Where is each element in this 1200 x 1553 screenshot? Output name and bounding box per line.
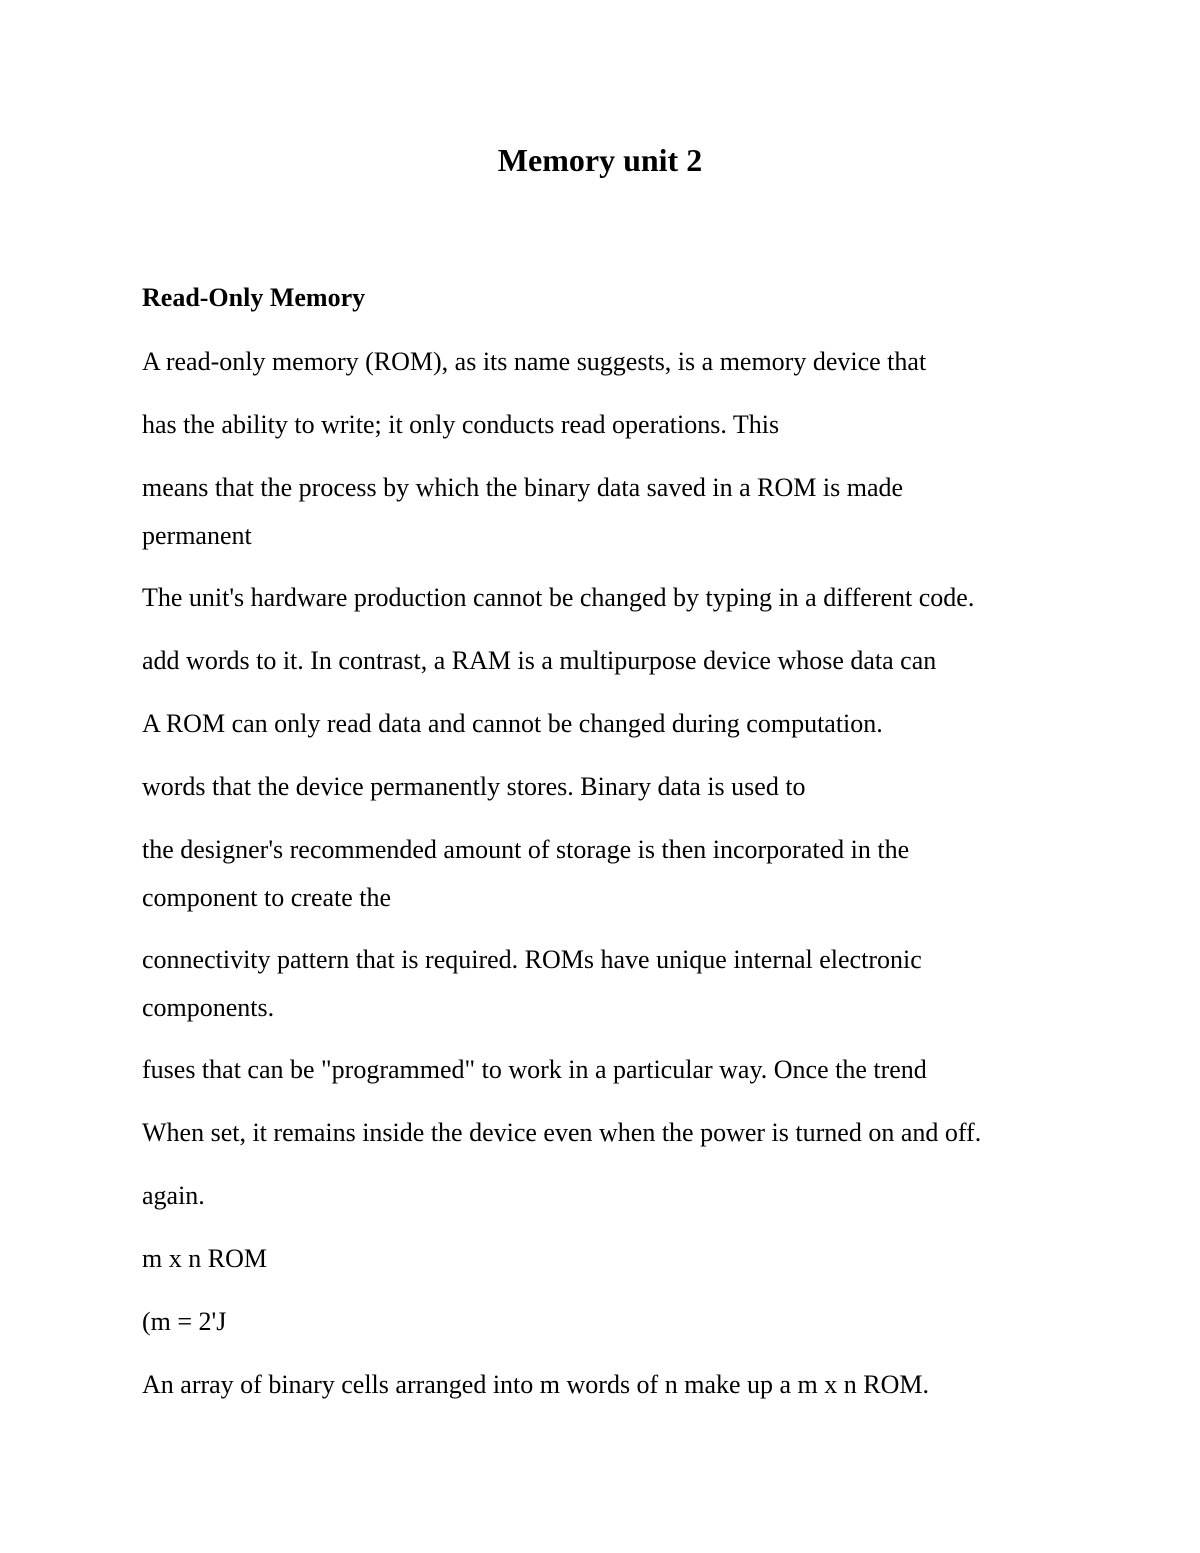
- paragraph-1: A read-only memory (ROM), as its name suggests, is a memory device that: [142, 347, 927, 376]
- paragraph-11: When set, it remains inside the device even when the power is turned on and off.: [142, 1118, 982, 1147]
- paragraph-15: An array of binary cells arranged into m words of n make up a m x n ROM.: [142, 1370, 930, 1399]
- paragraph-8: the designer's recommended amount of storage is then incorporated in the component to create the: [142, 835, 910, 912]
- paragraph-7: words that the device permanently stores. Binary data is used to: [142, 772, 806, 801]
- paragraph-4: The unit's hardware production cannot be changed by typing in a different code.: [142, 583, 975, 612]
- document-title: Memory unit 2: [497, 142, 703, 178]
- paragraph-3: means that the process by which the binary data saved in a ROM is made permanent: [142, 473, 904, 550]
- paragraph-5: add words to it. In contrast, a RAM is a multipurpose device whose data can: [142, 646, 937, 675]
- paragraph-6: A ROM can only read data and cannot be changed during computation.: [142, 709, 883, 738]
- paragraph-14: (m = 2'J: [142, 1307, 227, 1336]
- paragraph-13: m x n ROM: [142, 1244, 267, 1273]
- paragraph-2: has the ability to write; it only conducts read operations. This: [142, 410, 780, 439]
- paragraph-12: again.: [142, 1181, 205, 1210]
- paragraph-9: connectivity pattern that is required. ROMs have unique internal electronic components.: [142, 945, 922, 1022]
- section-heading: Read-Only Memory: [142, 283, 366, 312]
- paragraph-10: fuses that can be "programmed" to work in a particular way. Once the trend: [142, 1055, 927, 1084]
